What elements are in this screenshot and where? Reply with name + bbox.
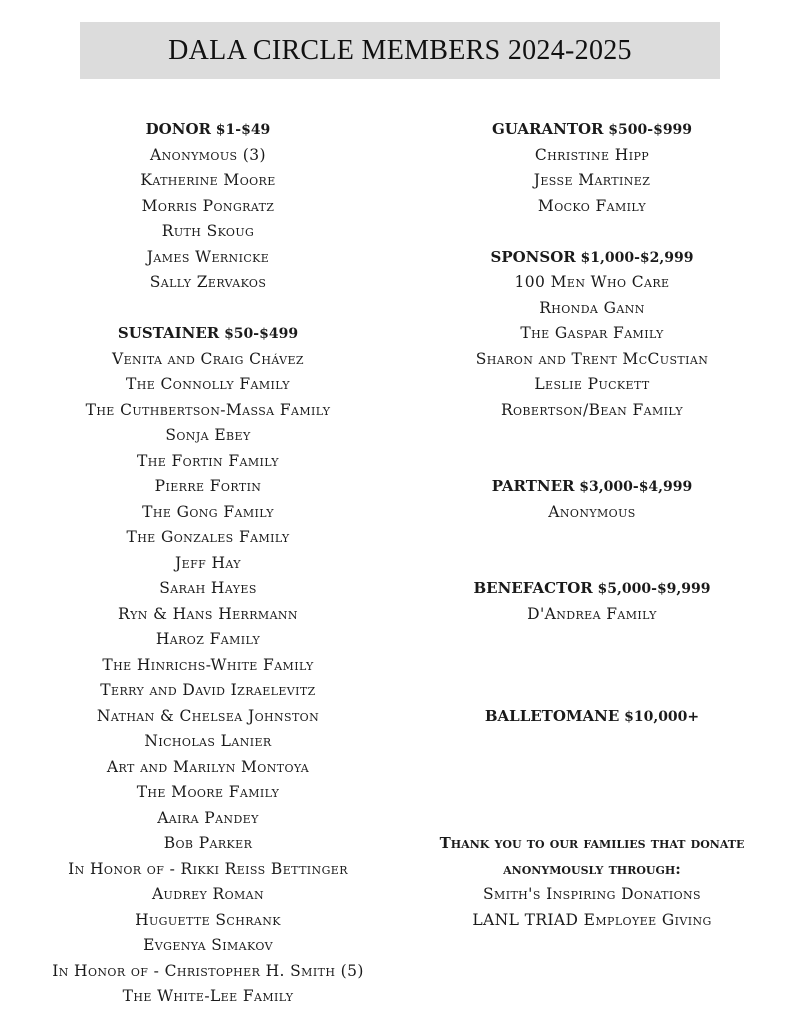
thanks-heading: anonymously through: <box>503 859 681 878</box>
member-list <box>8 143 408 296</box>
tier-heading <box>392 704 792 730</box>
member-name: Bob Parker <box>163 834 253 852</box>
member-list <box>392 270 792 423</box>
member-name: The White-Lee Family <box>122 987 294 1005</box>
tier-balletomane <box>392 704 792 730</box>
tier-heading <box>392 576 792 602</box>
member-name: Audrey Roman <box>151 885 265 903</box>
member-name: Terry and David Izraelevitz <box>100 681 316 699</box>
member-name: Sally Zervakos <box>149 273 267 291</box>
spacer <box>392 525 792 576</box>
member-name: The Gonzales Family <box>126 528 290 546</box>
tier-level: BALLETOMANE <box>484 706 620 725</box>
tier-heading <box>392 245 792 271</box>
member-name: Leslie Puckett <box>534 375 650 393</box>
spacer <box>392 627 792 704</box>
member-list <box>8 347 408 1010</box>
tier-range: $5,000-$9,999 <box>597 581 711 597</box>
tier-level: PARTNER <box>491 477 575 495</box>
tier-level: GUARANTOR <box>491 120 604 138</box>
member-name: Jeff Hay <box>175 553 241 572</box>
member-name: In Honor of - Rikki Reiss Bettinger <box>68 859 348 878</box>
tier-range: $10,000+ <box>624 708 700 725</box>
tier-level: DONOR <box>145 120 211 138</box>
member-name: The Gaspar Family <box>520 324 664 342</box>
member-name: Robertson/Bean Family <box>500 400 684 419</box>
giving-program: LANL TRIAD Employee Giving <box>472 910 712 929</box>
member-name: Katherine Moore <box>140 171 276 189</box>
member-name: Anonymous <box>548 502 636 521</box>
member-name: The Fortin Family <box>137 451 279 470</box>
member-name: Sonja Ebey <box>165 426 251 444</box>
member-name: In Honor of - Christopher H. Smith (5) <box>52 961 364 980</box>
member-name: Haroz Family <box>155 630 261 648</box>
tier-heading <box>8 321 408 347</box>
member-name: Nicholas Lanier <box>144 732 272 750</box>
spacer <box>392 219 792 245</box>
member-name: The Gong Family <box>142 502 274 521</box>
member-name: The Hinrichs-White Family <box>102 655 314 674</box>
member-name: Ruth Skoug <box>161 222 255 240</box>
member-name: Nathan & Chelsea Johnston <box>96 706 320 725</box>
member-name: Christine Hipp <box>534 145 650 164</box>
tier-level: SUSTAINER <box>117 324 220 342</box>
member-name: Venita and Craig Chávez <box>112 349 304 368</box>
left-column <box>8 117 408 1010</box>
member-name: Huguette Schrank <box>135 910 281 929</box>
member-name: Evgenya Simakov <box>143 936 273 954</box>
member-name: James Wernicke <box>146 247 270 266</box>
anonymous-giving-note <box>392 831 792 933</box>
tier-donor <box>8 117 408 296</box>
spacer <box>392 806 792 832</box>
member-list <box>392 602 792 628</box>
member-name: Rhonda Gann <box>539 298 645 317</box>
tier-range: $500-$999 <box>608 122 693 138</box>
thanks-heading: Thank you to our families that donate <box>439 834 745 852</box>
member-name: Mocko Family <box>537 196 647 215</box>
title-banner <box>80 22 720 79</box>
tier-range: $3,000-$4,999 <box>579 479 693 495</box>
member-name: The Cuthbertson-Massa Family <box>85 400 331 419</box>
member-name: Sharon and Trent McCustian <box>475 349 709 368</box>
member-name: Morris Pongratz <box>141 196 275 215</box>
spacer <box>8 296 408 322</box>
member-name: The Connolly Family <box>126 375 290 393</box>
tier-sustainer <box>8 321 408 1010</box>
page-title: DALA CIRCLE MEMBERS 2024-2025 <box>168 34 632 66</box>
member-name: Anonymous (3) <box>150 145 266 164</box>
tier-range: $1,000-$2,999 <box>580 249 694 266</box>
tier-partner <box>392 474 792 525</box>
tier-range: $50-$499 <box>224 326 299 342</box>
tier-benefactor <box>392 576 792 627</box>
tier-heading <box>392 117 792 143</box>
member-name: Ryn & Hans Herrmann <box>118 604 298 623</box>
tier-heading <box>392 474 792 500</box>
member-name: D'Andrea Family <box>527 604 657 623</box>
giving-program: Smith's Inspiring Donations <box>483 885 701 903</box>
tier-level: BENEFACTOR <box>473 579 593 597</box>
tier-heading <box>8 117 408 143</box>
program-list <box>392 882 792 933</box>
member-name: The Moore Family <box>136 783 280 801</box>
member-name: Aaira Pandey <box>157 808 259 827</box>
right-column <box>392 117 792 933</box>
tier-range: $1-$49 <box>215 122 271 138</box>
member-list <box>392 143 792 220</box>
tier-guarantor <box>392 117 792 219</box>
member-name: Pierre Fortin <box>154 477 262 495</box>
spacer <box>392 423 792 474</box>
tier-sponsor <box>392 245 792 424</box>
member-name: 100 Men Who Care <box>514 273 670 291</box>
member-name: Sarah Hayes <box>159 579 257 597</box>
member-name: Art and Marilyn Montoya <box>106 757 310 776</box>
tier-level: SPONSOR <box>490 247 576 266</box>
member-list <box>392 500 792 526</box>
spacer <box>392 729 792 806</box>
member-name: Jesse Martinez <box>533 171 651 189</box>
